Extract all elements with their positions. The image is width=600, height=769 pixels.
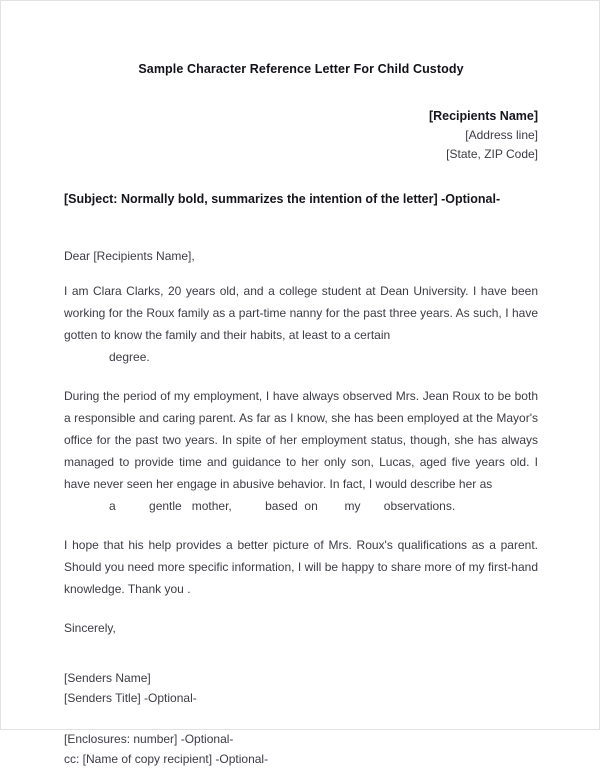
- signature-block: [64, 668, 538, 708]
- body-paragraph-3: I hope that his help provides a better picture of Mrs. Roux's qualifications as a parent. Should you need more specific information, I will be happy to share more of my first-hand knowledge. Thank you .: [64, 538, 538, 596]
- cc-line: cc: [Name of copy recipient] -Optional-: [64, 752, 269, 766]
- sender-title: [Senders Title] -Optional-: [64, 691, 197, 705]
- sender-name: [Senders Name]: [64, 671, 151, 685]
- enclosures-line: [Enclosures: number] -Optional-: [64, 732, 234, 746]
- body-paragraph-1: I am Clara Clarks, 20 years old, and a college student at Dean University. I have been working for the Roux family as a part-time nanny for the past three years. As such, I have gotten to know the family and their habits, at least to a certain: [64, 284, 538, 342]
- recipient-address-line: [Address line]: [465, 128, 538, 142]
- body-paragraph-2: During the period of my employment, I have always observed Mrs. Jean Roux to be both a responsible and caring parent. As far as I know, she has been employed at the Mayor's office for the past two years. In spite of her employment status, though, she has always managed to provide time and guidance to her only son, Lucas, aged five years old. I have never seen her engage in abusive behavior. In fact, I would describe her as: [64, 389, 538, 491]
- page-title: Sample Character Reference Letter For Child Custody: [138, 62, 464, 76]
- enclosure-block: [64, 729, 538, 769]
- letter-content: [64, 1, 538, 769]
- recipient-address-block: [64, 107, 538, 164]
- body-paragraph-1-tail: degree.: [109, 350, 150, 364]
- closing-salutation: Sincerely,: [64, 621, 116, 635]
- subject-line: [Subject: Normally bold, summarizes the intention of the letter] -Optional-: [64, 192, 501, 206]
- body-paragraph-2-tail: a gentle mother, based on my observations.: [109, 499, 456, 513]
- recipient-state-zip: [State, ZIP Code]: [446, 147, 538, 161]
- recipient-name: [Recipients Name]: [428, 109, 538, 123]
- salutation: Dear [Recipients Name],: [64, 249, 195, 263]
